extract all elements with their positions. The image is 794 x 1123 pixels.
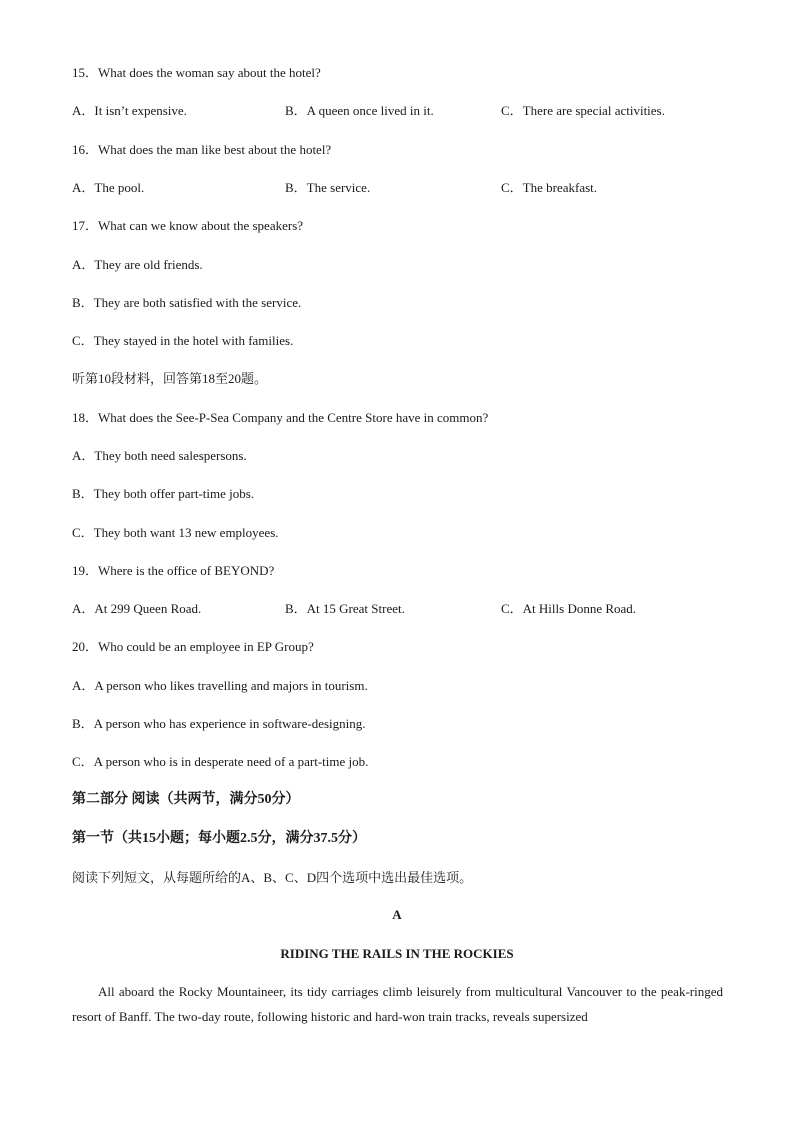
q19-option-b: B．At 15 Great Street. xyxy=(285,601,405,616)
part-2-heading: 第二部分 阅读（共两节，满分50分） xyxy=(72,792,300,807)
q15-option-c: C．There are special activities. xyxy=(501,103,665,118)
passage-label: A xyxy=(392,907,402,922)
question-18: 18．What does the See-P-Sea Company and the Centre Store have in common? xyxy=(72,410,489,425)
q20-option-a: A．A person who likes travelling and majors in tourism. xyxy=(72,678,368,693)
question-16-options xyxy=(72,179,732,197)
q18-option-b: B．They both offer part-time jobs. xyxy=(72,486,255,501)
q18-option-a: A．They both need salespersons. xyxy=(72,448,247,463)
q19-option-c: C．At Hills Donne Road. xyxy=(501,601,637,616)
q20-option-c: C．A person who is in desperate need of a part-time job. xyxy=(72,754,369,769)
q18-option-c: C．They both want 13 new employees. xyxy=(72,525,279,540)
passage-paragraph: All aboard the Rocky Mountaineer, its tidy carriages climb leisurely from multicultural Vancouver to the peak-ringed resort of Banff. The two-day route, following historic and hard-won train tracks, reveals supersized xyxy=(72,984,723,1024)
q15-option-a: A．It isn’t expensive. xyxy=(72,103,187,118)
q17-option-b: B．They are both satisfied with the service. xyxy=(72,295,302,310)
question-15-options xyxy=(72,102,732,120)
question-17: 17．What can we know about the speakers? xyxy=(72,218,304,233)
q16-option-c: C．The breakfast. xyxy=(501,180,598,195)
reading-instructions: 阅读下列短文，从每题所给的A、B、C、D四个选项中选出最佳选项。 xyxy=(72,870,473,885)
question-20: 20．Who could be an employee in EP Group? xyxy=(72,639,314,654)
q19-option-a: A．At 299 Queen Road. xyxy=(72,601,202,616)
section-1-heading: 第一节（共15小题；每小题2.5分，满分37.5分） xyxy=(72,831,366,846)
q17-option-a: A．They are old friends. xyxy=(72,257,203,272)
question-15: 15．What does the woman say about the hotel? xyxy=(72,65,321,80)
section-10-intro: 听第10段材料，回答第18至20题。 xyxy=(72,371,268,386)
passage-title: RIDING THE RAILS IN THE ROCKIES xyxy=(280,946,514,961)
question-19-options xyxy=(72,600,732,618)
question-16: 16．What does the man like best about the hotel? xyxy=(72,142,332,157)
q17-option-c: C．They stayed in the hotel with families. xyxy=(72,333,294,348)
q20-option-b: B．A person who has experience in software-designing. xyxy=(72,716,366,731)
q16-option-b: B．The service. xyxy=(285,180,371,195)
q16-option-a: A．The pool. xyxy=(72,180,145,195)
q15-option-b: B．A queen once lived in it. xyxy=(285,103,434,118)
question-19: 19．Where is the office of BEYOND? xyxy=(72,563,275,578)
